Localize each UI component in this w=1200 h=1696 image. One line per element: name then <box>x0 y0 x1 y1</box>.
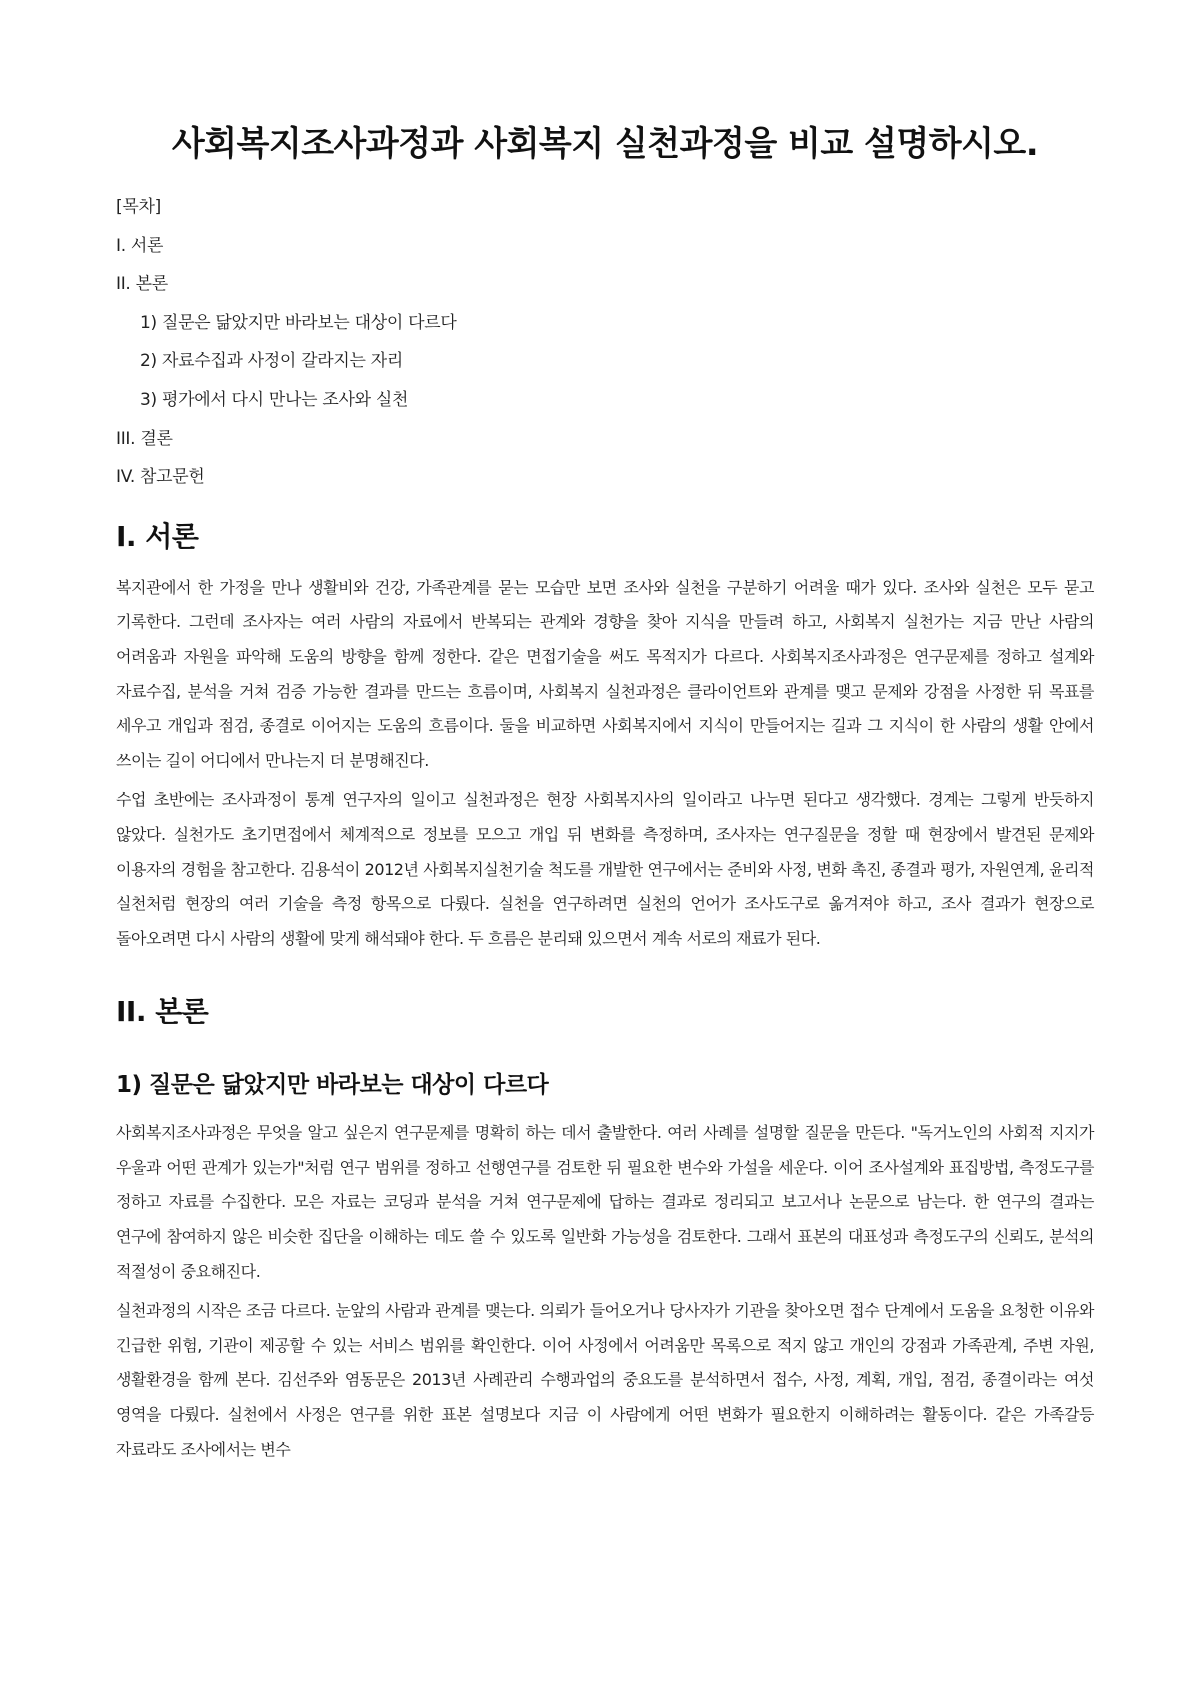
toc-item-conclusion: III. 결론 <box>116 428 173 449</box>
toc-item-body-section-2: 2) 자료수집과 사정이 갈라지는 자리 <box>140 351 403 372</box>
toc-item-introduction: I. 서론 <box>116 235 164 256</box>
toc-item-body: II. 본론 <box>116 274 168 295</box>
introduction-paragraph-2: 수업 초반에는 조사과정이 통계 연구자의 일이고 실천과정은 현장 사회복지사의 일이라고 나누면 된다고 생각했다. 경계는 그렇게 반듯하지 않았다. 실천가도 초기면접에서 체계적으로 정보를 모으고 개입 뒤 변화를 측정하며, 조사자는 연구질문을 정할 때 현장에서 발견된 문제와 이용자의 경험을 참고한다. 김용석이 2012년 사회복지실천기술 척도를 개발한 연구에서는 준비와 사정, 변화 촉진, 종결과 평가, 자원연계, 윤리적 실천처럼 현장의 여러 기술을 측정 항목으로 다뤘다. 실천을 연구하려면 실천의 언어가 조사도구로 옮겨져야 하고, 조사 결과가 현장으로 돌아오려면 다시 사람의 생활에 맞게 해석돼야 한다. 두 흐름은 분리돼 있으면서 계속 서로의 재료가 된다. <box>116 790 1094 948</box>
body-subsection-1-paragraph-2: 실천과정의 시작은 조금 다르다. 눈앞의 사람과 관계를 맺는다. 의뢰가 들어오거나 당사자가 기관을 찾아오면 접수 단계에서 도움을 요청한 이유와 긴급한 위험, 기관이 제공할 수 있는 서비스 범위를 확인한다. 이어 사정에서 어려움만 목록으로 적지 않고 개인의 강점과 가족관계, 주변 자원, 생활환경을 함께 본다. 김선주와 염동문은 2013년 사례관리 수행과업의 중요도를 분석하면서 접수, 사정, 계획, 개입, 점검, 종결이라는 여섯 영역을 다뤘다. 실천에서 사정은 연구를 위한 표본 설명보다 지금 이 사람에게 어떤 변화가 필요한지 이해하려는 활동이다. 같은 가족갈등 자료라도 조사에서는 변수 <box>116 1301 1094 1459</box>
toc-heading: [목차] <box>116 197 161 217</box>
toc-item-body-section-3: 3) 평가에서 다시 만나는 조사와 실천 <box>140 389 409 410</box>
body-heading: II. 본론 <box>116 995 209 1029</box>
toc-item-body-section-1: 1) 질문은 닮았지만 바라보는 대상이 다르다 <box>140 312 457 333</box>
introduction-paragraph-1: 복지관에서 한 가정을 만나 생활비와 건강, 가족관계를 묻는 모습만 보면 조사와 실천을 구분하기 어려울 때가 있다. 조사와 실천은 모두 묻고 기록한다. 그런데 조사자는 여러 사람의 자료에서 반복되는 관계와 경향을 찾아 지식을 만들려 하고, 사회복지 실천가는 지금 만난 사람의 어려움과 자원을 파악해 도움의 방향을 함께 정한다. 같은 면접기술을 써도 목적지가 다르다. 사회복지조사과정은 연구문제를 정하고 설계와 자료수집, 분석을 거쳐 검증 가능한 결과를 만드는 흐름이며, 사회복지 실천과정은 클라이언트와 관계를 맺고 문제와 강점을 사정한 뒤 목표를 세우고 개입과 점검, 종결로 이어지는 도움의 흐름이다. 둘을 비교하면 사회복지에서 지식이 만들어지는 길과 그 지식이 한 사람의 생활 안에서 쓰이는 길이 어디에서 만나는지 더 분명해진다. <box>116 577 1094 770</box>
document-title: 사회복지조사과정과 사회복지 실천과정을 비교 설명하시오. <box>171 124 1039 164</box>
introduction-heading: I. 서론 <box>116 519 199 553</box>
body-subsection-1-paragraph-1: 사회복지조사과정은 무엇을 알고 싶은지 연구문제를 명확히 하는 데서 출발한다. 여러 사례를 설명할 질문을 만든다. "독거노인의 사회적 지지가 우울과 어떤 관계가 있는가"처럼 연구 범위를 정하고 선행연구를 검토한 뒤 필요한 변수와 가설을 세운다. 이어 조사설계와 표집방법, 측정도구를 정하고 자료를 수집한다. 모은 자료는 코딩과 분석을 거쳐 연구문제에 답하는 결과로 정리되고 보고서나 논문으로 남는다. 한 연구의 결과는 연구에 참여하지 않은 비슷한 집단을 이해하는 데도 쓸 수 있도록 일반화 가능성을 검토한다. 그래서 표본의 대표성과 측정도구의 신뢰도, 분석의 적절성이 중요해진다. <box>116 1123 1094 1281</box>
body-subsection-1-heading: 1) 질문은 닮았지만 바라보는 대상이 다르다 <box>116 1072 549 1099</box>
toc-item-references: IV. 참고문헌 <box>116 467 205 488</box>
table-of-contents <box>116 188 1094 497</box>
